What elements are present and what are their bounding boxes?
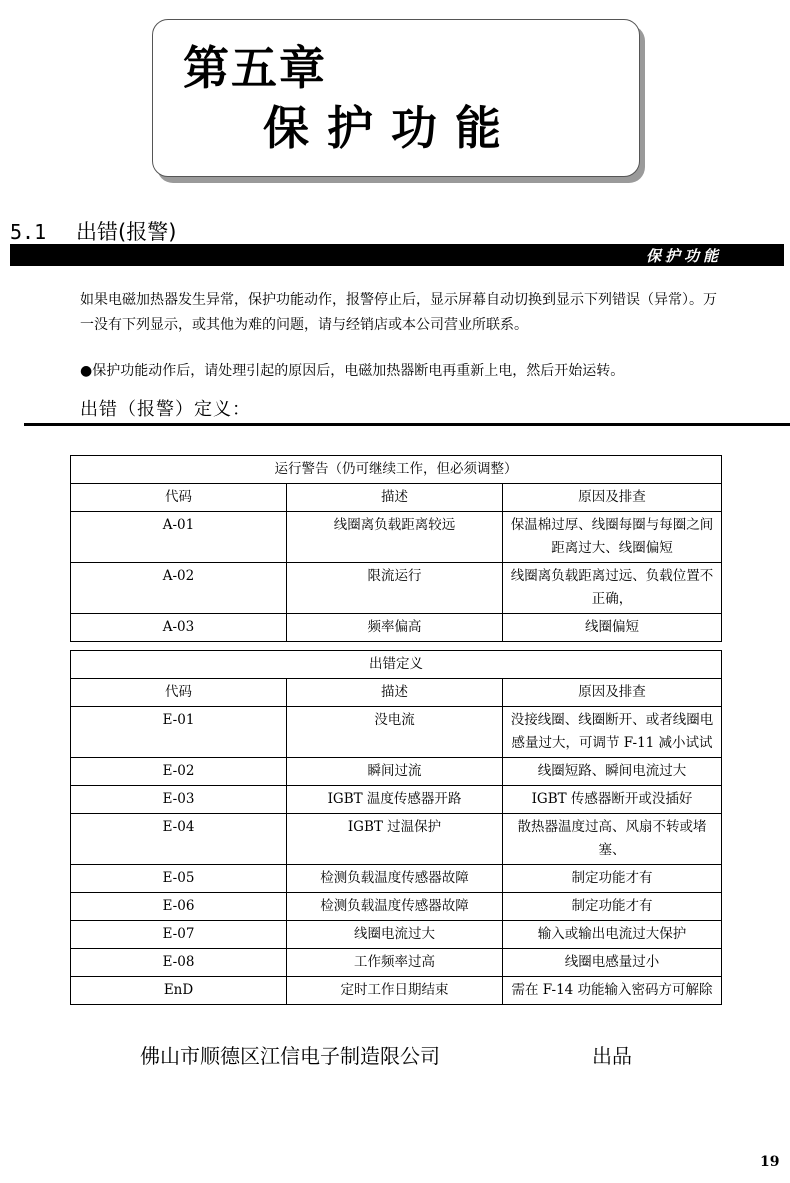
cell-code: E-05: [71, 865, 287, 893]
header-cause: 原因及排查: [503, 679, 722, 707]
cell-code: E-07: [71, 921, 287, 949]
section-bar: [10, 244, 784, 266]
header-description: 描述: [287, 679, 503, 707]
chapter-number: 第五章: [183, 41, 327, 95]
header-code: 代码: [71, 679, 287, 707]
section-heading: [10, 216, 176, 246]
table-row: [71, 758, 722, 786]
cell-code: E-08: [71, 949, 287, 977]
cell-cause: 没接线圈、线圈断开、或者线圈电感量过大，可调节 F-11 减小试试: [503, 707, 722, 758]
cell-cause: 散热器温度过高、风扇不转或堵塞、: [503, 814, 722, 865]
cell-code: A-01: [71, 512, 287, 563]
table-row: [71, 865, 722, 893]
table-row: [71, 921, 722, 949]
cell-cause: 保温棉过厚、线圈每圈与每圈之间距离过大、线圈偏短: [503, 512, 722, 563]
table-row: [71, 893, 722, 921]
cell-cause: IGBT 传感器断开或没插好: [503, 786, 722, 814]
table-row: [71, 949, 722, 977]
definitions-heading: 出错（报警）定义：: [80, 399, 251, 420]
divider: [24, 423, 790, 426]
cell-description: IGBT 过温保护: [287, 814, 503, 865]
table-row: [71, 977, 722, 1005]
cell-description: 没电流: [287, 707, 503, 758]
cell-description: 检测负载温度传感器故障: [287, 865, 503, 893]
table-title: 运行警告（仍可继续工作，但必须调整）: [71, 456, 722, 484]
cell-description: 频率偏高: [287, 614, 503, 642]
table-header-row: [71, 679, 722, 707]
cell-description: 定时工作日期结束: [287, 977, 503, 1005]
cell-code: E-02: [71, 758, 287, 786]
cell-description: IGBT 温度传感器开路: [287, 786, 503, 814]
cell-cause: 线圈偏短: [503, 614, 722, 642]
cell-description: 工作频率过高: [287, 949, 503, 977]
cell-code: E-04: [71, 814, 287, 865]
table-title: 出错定义: [71, 651, 722, 679]
page-number: 19: [760, 1154, 780, 1170]
cell-code: A-02: [71, 563, 287, 614]
footer-company: 佛山市顺德区江信电子制造限公司: [140, 1044, 440, 1068]
table-row: [71, 512, 722, 563]
cell-cause: 线圈离负载距离过远、负载位置不正确，: [503, 563, 722, 614]
header-cause: 原因及排查: [503, 484, 722, 512]
cell-cause: 线圈短路、瞬间电流过大: [503, 758, 722, 786]
error-table: [70, 650, 722, 1005]
footer-product-label: 出品: [592, 1044, 632, 1068]
cell-code: E-03: [71, 786, 287, 814]
cell-description: 限流运行: [287, 563, 503, 614]
section-bar-label: 保护功能: [645, 247, 722, 265]
table-row: [71, 786, 722, 814]
cell-description: 线圈电流过大: [287, 921, 503, 949]
table-row: [71, 563, 722, 614]
chapter-title: 保护功能: [263, 101, 519, 155]
header-description: 描述: [287, 484, 503, 512]
intro-paragraph: 如果电磁加热器发生异常，保护功能动作，报警停止后，显示屏幕自动切换到显示下列错误（异常）。万一没有下列显示，或其他为难的问题，请与经销店或本公司营业所联系。: [80, 292, 717, 333]
table-row: [71, 707, 722, 758]
table-header-row: [71, 484, 722, 512]
intro-note: ●保护功能动作后，请处理引起的原因后，电磁加热器断电再重新上电，然后开始运转。: [80, 363, 625, 379]
cell-code: E-01: [71, 707, 287, 758]
section-number: 5.1: [10, 220, 47, 244]
chapter-title-box: [152, 19, 640, 177]
cell-description: 线圈离负载距离较远: [287, 512, 503, 563]
cell-cause: 制定功能才有: [503, 865, 722, 893]
header-code: 代码: [71, 484, 287, 512]
cell-cause: 制定功能才有: [503, 893, 722, 921]
warning-table: [70, 455, 722, 642]
cell-code: E-06: [71, 893, 287, 921]
cell-cause: 需在 F-14 功能输入密码方可解除: [503, 977, 722, 1005]
cell-description: 瞬间过流: [287, 758, 503, 786]
section-title: 出错(报警): [76, 220, 177, 244]
table-row: [71, 614, 722, 642]
cell-description: 检测负载温度传感器故障: [287, 893, 503, 921]
table-row: [71, 814, 722, 865]
cell-cause: 线圈电感量过小: [503, 949, 722, 977]
cell-code: EnD: [71, 977, 287, 1005]
cell-code: A-03: [71, 614, 287, 642]
cell-cause: 输入或输出电流过大保护: [503, 921, 722, 949]
